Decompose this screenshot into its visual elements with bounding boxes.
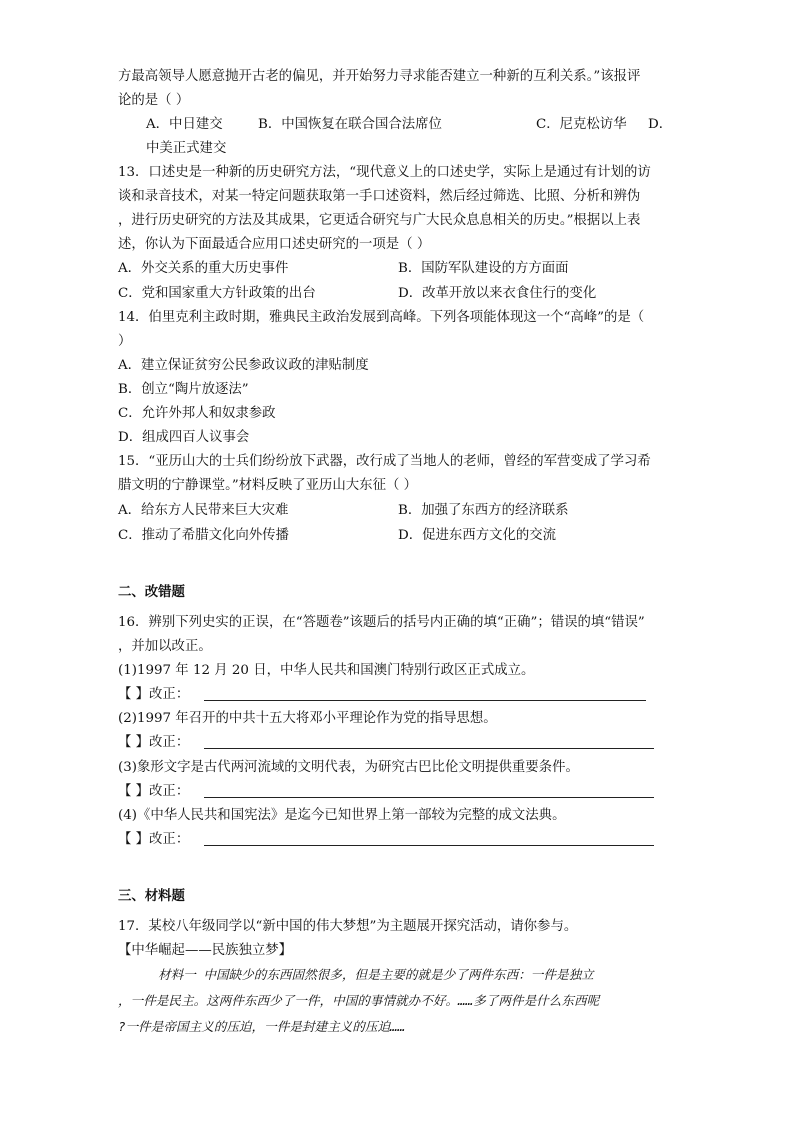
- q16-text-line-2: ，并加以改正。: [118, 639, 212, 654]
- q13-option-d[interactable]: D．改革开放以来衣食住行的变化: [398, 286, 597, 301]
- answer-blank-line[interactable]: [204, 797, 654, 798]
- q16-answer-1[interactable]: [118, 686, 658, 704]
- q13-text-line-4: 述，你认为下面最适合应用口述史研究的一项是（ ）: [118, 237, 431, 252]
- q17-subtitle: 【中华崛起——民族独立梦】: [118, 943, 293, 958]
- q16-answer-2[interactable]: [118, 734, 658, 752]
- q13-option-a[interactable]: A．外交关系的重大历史事件: [118, 261, 289, 276]
- q13-text-line-1: 13．口述史是一种新的历史研究方法，“现代意义上的口述史学，实际上是通过有计划的访: [118, 165, 651, 180]
- q15-text-line-1: 15．“亚历山大的士兵们纷纷放下武器，改行成了当地人的老师，曾经的军营变成了学习希: [118, 454, 651, 469]
- q15-option-a[interactable]: A．给东方人民带来巨大灾难: [118, 503, 289, 518]
- answer-bracket-label: 【 】改正：: [118, 735, 190, 750]
- q13-option-b[interactable]: B．国防军队建设的方方面面: [398, 261, 569, 276]
- answer-blank-line[interactable]: [204, 845, 654, 846]
- q16-item-3: (3)象形文字是古代两河流域的文明代表，为研究古巴比伦文明提供重要条件。: [118, 760, 579, 775]
- q15-text-line-2: 腊文明的宁静课堂。”材料反映了亚历山大东征（ ）: [118, 478, 417, 493]
- q17-material-1-line-1: 材料一 中国缺少的东西固然很多，但是主要的就是少了两件东西：一件是独立: [158, 967, 594, 982]
- q17-material-1-line-2: ，一件是民主。这两件东西少了一件，中国的事情就办不好。……多了两件是什么东西呢: [118, 993, 600, 1008]
- q12-option-d[interactable]: D．: [648, 117, 673, 132]
- q16-item-2: (2)1997 年召开的中共十五大将邓小平理论作为党的指导思想。: [118, 711, 497, 726]
- q15-option-b[interactable]: B．加强了东西方的经济联系: [398, 503, 569, 518]
- q12-option-a[interactable]: A．中日建交: [146, 117, 223, 132]
- section-3-title: 三、材料题: [118, 888, 185, 904]
- q16-item-1: (1)1997 年 12 月 20 日，中华人民共和国澳门特别行政区正式成立。: [118, 663, 535, 678]
- q15-option-d[interactable]: D．促进东西方文化的交流: [398, 528, 557, 543]
- answer-blank-line[interactable]: [204, 748, 654, 749]
- q12-option-d-text: 中美正式建交: [146, 141, 227, 156]
- q16-item-4: (4)《中华人民共和国宪法》是迄今已知世界上第一部较为完整的成文法典。: [118, 808, 566, 823]
- q16-answer-3[interactable]: [118, 783, 658, 801]
- q16-text-line-1: 16．辨别下列史实的正误，在“答题卷”该题后的括号内正确的填“正确”；错误的填“错误”: [118, 615, 645, 630]
- q14-option-d[interactable]: D．组成四百人议事会: [118, 430, 250, 445]
- q15-option-c[interactable]: C．推动了希腊文化向外传播: [118, 528, 289, 543]
- q13-option-c[interactable]: C．党和国家重大方针政策的出台: [118, 286, 316, 301]
- q17-text-line-1: 17．某校八年级同学以“新中国的伟大梦想”为主题展开探究活动，请你参与。: [118, 919, 578, 934]
- answer-bracket-label: 【 】改正：: [118, 832, 190, 847]
- q14-option-b[interactable]: B．创立“陶片放逐法”: [118, 382, 249, 397]
- q14-text-line-1: 14．伯里克利主政时期，雅典民主政治发展到高峰。下列各项能体现这一个“高峰”的是（: [118, 310, 645, 325]
- q14-option-c[interactable]: C．允许外邦人和奴隶参政: [118, 406, 276, 421]
- q12-option-c[interactable]: C．尼克松访华: [536, 117, 627, 132]
- q14-option-a[interactable]: A．建立保证贫穷公民参政议政的津贴制度: [118, 358, 369, 373]
- section-2-title: 二、改错题: [118, 584, 185, 600]
- q12-option-b[interactable]: B．中国恢复在联合国合法席位: [258, 117, 442, 132]
- q17-material-1-line-3: ?一件是帝国主义的压迫，一件是封建主义的压迫……: [118, 1019, 406, 1034]
- q16-answer-4[interactable]: [118, 831, 658, 849]
- q12-text-line-2: 论的是（ ）: [118, 93, 190, 108]
- q13-text-line-2: 谈和录音技术，对某一特定问题获取第一手口述资料，然后经过筛选、比照、分析和辨伪: [118, 189, 641, 204]
- q13-text-line-3: ，进行历史研究的方法及其成果，它更适合研究与广大民众息息相关的历史。”根据以上表: [118, 213, 641, 228]
- q12-text-line-1: 方最高领导人愿意抛开古老的偏见，并开始努力寻求能否建立一种新的互利关系。”该报评: [118, 69, 641, 84]
- q14-text-line-2: ）: [118, 334, 132, 349]
- answer-blank-line[interactable]: [204, 700, 646, 701]
- answer-bracket-label: 【 】改正：: [118, 784, 190, 799]
- answer-bracket-label: 【 】改正：: [118, 687, 190, 702]
